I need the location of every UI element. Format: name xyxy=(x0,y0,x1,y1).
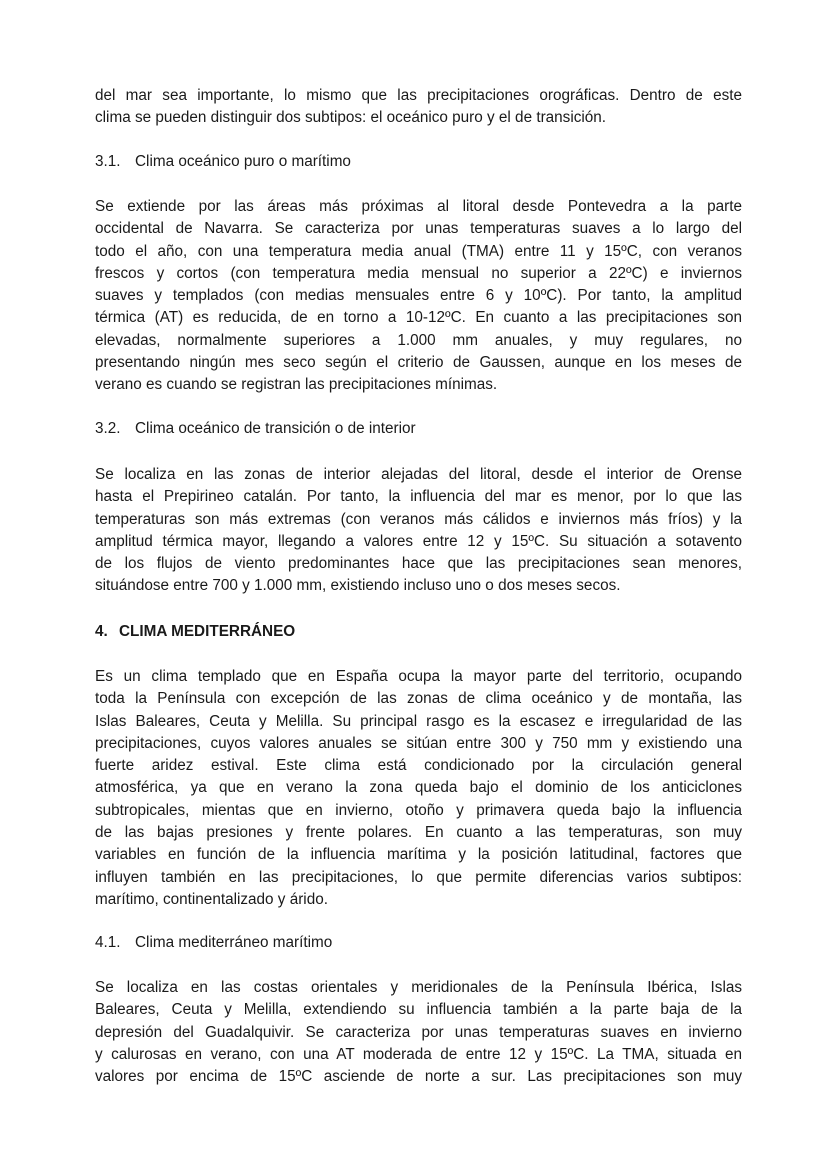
text-line: marítimo, continentalizado y árido. xyxy=(95,890,328,908)
paragraph xyxy=(95,666,742,911)
text-line: de los flujos de viento predominantes hace que las precipitaciones sean menores, xyxy=(95,555,742,573)
text-line: presentando ningún mes seco según el criterio de Gaussen, aunque en los meses de xyxy=(95,354,742,372)
text-line: influyen también en las precipitaciones, lo que permite diferencias varios subtipos: xyxy=(95,868,742,886)
text-line: térmica (AT) es reducida, de en torno a 10-12ºC. En cuanto a las precipitaciones son xyxy=(95,309,742,327)
text-line: frescos y cortos (con temperatura media mensual no superior a 22ºC) e inviernos xyxy=(95,264,742,282)
text-line: amplitud térmica mayor, llegando a valores entre 12 y 15ºC. Su situación a sotavento xyxy=(95,532,742,550)
text-line: precipitaciones, cuyos valores anuales se sitúan entre 300 y 750 mm y existiendo una xyxy=(95,734,742,752)
section-heading xyxy=(95,621,742,643)
text-line: suaves y templados (con medias mensuales entre 6 y 10ºC). Por tanto, la amplitud xyxy=(95,287,742,305)
text-line: occidental de Navarra. Se caracteriza por unas temperaturas suaves a lo largo del xyxy=(95,220,742,238)
heading-title: Clima mediterráneo marítimo xyxy=(135,934,333,951)
text-line: elevadas, normalmente superiores a 1.000 mm anuales, y muy regulares, no xyxy=(95,331,742,349)
heading-line xyxy=(95,621,742,643)
text-line: valores por encima de 15ºC asciende de norte a sur. Las precipitaciones son muy xyxy=(95,1068,742,1086)
paragraph xyxy=(95,464,742,598)
text-line: y calurosas en verano, con una AT moderada de entre 12 y 15ºC. La TMA, situada en xyxy=(95,1045,742,1063)
text-line: Se extiende por las áreas más próximas al litoral desde Pontevedra a la parte xyxy=(95,198,742,215)
text-line: del mar sea importante, lo mismo que las precipitaciones orográficas. Dentro de este xyxy=(95,87,742,104)
text-line: subtropicales, mientas que en invierno, otoño y primavera queda bajo la influencia xyxy=(95,801,742,819)
paragraph xyxy=(95,977,742,1088)
text-line: verano es cuando se registran las precipitaciones mínimas. xyxy=(95,376,498,394)
heading-line xyxy=(95,932,742,954)
text-line: Se localiza en las costas orientales y meridionales de la Península Ibérica, Islas xyxy=(95,979,742,996)
section-heading xyxy=(95,151,742,173)
text-line: temperaturas son más extremas (con veranos más cálidos e inviernos más fríos) y la xyxy=(95,510,742,528)
text-line: hasta el Prepirineo catalán. Por tanto, la influencia del mar es menor, por lo que las xyxy=(95,488,742,506)
text-line: fuerte aridez estival. Este clima está condicionado por la circulación general xyxy=(95,757,742,775)
text-line: todo el año, con una temperatura media anual (TMA) entre 11 y 15ºC, con veranos xyxy=(95,242,742,260)
text-line: clima se pueden distinguir dos subtipos: el oceánico puro y el de transición. xyxy=(95,109,607,127)
text-line: de las bajas presiones y frente polares. En cuanto a las temperaturas, son muy xyxy=(95,824,742,842)
section-heading xyxy=(95,932,742,954)
text-line: depresión del Guadalquivir. Se caracteriza por unas temperaturas suaves en invierno xyxy=(95,1023,742,1041)
heading-title: Clima oceánico de transición o de interior xyxy=(135,420,416,437)
section-heading xyxy=(95,418,742,440)
paragraph xyxy=(95,85,742,130)
text-line: variables en función de la influencia marítima y la posición latitudinal, factores que xyxy=(95,846,742,864)
text-line: Baleares, Ceuta y Melilla, extendiendo su influencia también a la parte baja de la xyxy=(95,1001,742,1019)
text-line: Se localiza en las zonas de interior alejadas del litoral, desde el interior de Orense xyxy=(95,466,742,483)
text-line: situándose entre 700 y 1.000 mm, existiendo incluso uno o dos meses secos. xyxy=(95,577,621,595)
heading-number: 4.1. xyxy=(95,934,121,951)
heading-title: CLIMA MEDITERRÁNEO xyxy=(119,623,296,640)
text-line: toda la Península con excepción de las zonas de clima oceánico y de montaña, las xyxy=(95,690,742,708)
paragraph xyxy=(95,196,742,397)
text-line: Es un clima templado que en España ocupa la mayor parte del territorio, ocupando xyxy=(95,668,742,685)
heading-title: Clima oceánico puro o marítimo xyxy=(135,153,351,170)
heading-number: 4. xyxy=(95,623,108,640)
heading-line xyxy=(95,418,742,440)
heading-line xyxy=(95,151,742,173)
heading-number: 3.2. xyxy=(95,420,121,437)
text-line: atmosférica, ya que en verano la zona queda bajo el dominio de los anticiclones xyxy=(95,779,742,797)
text-line: Islas Baleares, Ceuta y Melilla. Su principal rasgo es la escasez e irregularidad de las xyxy=(95,712,742,730)
heading-number: 3.1. xyxy=(95,153,121,170)
